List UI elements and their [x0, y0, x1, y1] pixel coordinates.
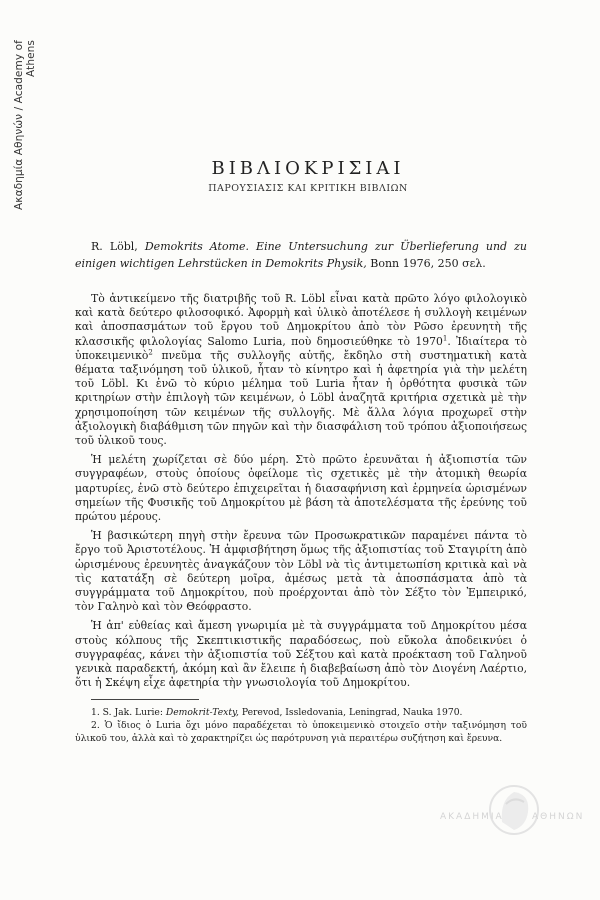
book-publication: Bonn 1976, 250 σελ. — [370, 257, 486, 270]
footnote-marker-2: 2 — [148, 348, 153, 357]
paragraph-1-part-a: Τὸ ἀντικείμενο τῆς διατριβῆς τοῦ R. Löbl εἶναι κατὰ πρῶτο λόγο φιλολογικὸ καὶ κατὰ δεύτερο φιλοσοφικό. Ἀφορμὴ καὶ ὑλικὸ ἀποτέλεσε ἡ συλλογὴ κειμένων καὶ ἀποσπασμάτων τοῦ ἔργου τοῦ Δημοκρίτου ἀπὸ τὸν Ρῶσο ἐρευνητὴ τῆς κλασσικῆς φιλολογίας Salomo Luria, ποὺ δημοσιεύθηκε τὸ 1970 — [75, 292, 527, 348]
review-content — [75, 158, 527, 745]
paragraph-4: Ἡ ἀπ' εὐθείας καὶ ἄμεση γνωριμία μὲ τὰ συγγράμματα τοῦ Δημοκρίτου μέσα στοὺς κόλπους τῆς Σκεπτικιστικῆς παραδόσεως, ποὺ εὔκολα ἀποδεικνύει ὁ συγγραφέας, κάνει τὴν ἀξιοπιστία τοῦ Σέξτου καὶ κατὰ προέκταση τοῦ Γαληνοῦ γενικὰ παραδεκτή, ἀκόμη καὶ ἂν ἔλειπε ἡ διαβεβαίωση ἀπὸ τὸν Διογένη Λαέρτιο, ὅτι ἡ Σκέψη εἶχε ἀφετηρία τὴν γνωσιολογία τοῦ Δημοκρίτου. — [75, 619, 527, 690]
footnote-1 — [75, 706, 527, 719]
section-title: ΒΙΒΛΙΟΚΡΙΣΙΑΙ — [211, 158, 405, 179]
paragraph-1-part-c: πνεῦμα τῆς συλλογῆς αὐτῆς, ἔκδηλο στὴ συστηματικὴ κατὰ θέματα ταξινόμηση τοῦ ὑλικοῦ, ἦταν τὸ κίνητρο καὶ ἡ ἀφετηρία γιὰ τὴν μελέτη τοῦ Löbl. Κι ἐνῶ τὸ κύριο μέλημα τοῦ Luria ἦταν ἡ ὀρθότητα φυσικὰ τῶν κριτηρίων στὴν ἐπιλογὴ τῶν κειμένων, ὁ Löbl ἀναζητᾶ κριτήρια σχετικὰ μὲ τὴν χρησιμοποίηση τῶν κειμένων τῆς συλλογῆς. Μὲ ἄλλα λόγια προχωρεῖ στὴν ἀξιολογικὴ διαβάθμιση τῶν πηγῶν καὶ τὴν διασφάλιση τοῦ τρόπου ἀξιοποιήσεως τοῦ ὑλικοῦ τους. — [75, 348, 527, 448]
book-author: R. Löbl, — [91, 240, 138, 253]
review-body — [75, 292, 527, 690]
footnote-1-rest: Perevod, Issledovania, Leningrad, Nauka 1970. — [241, 707, 463, 719]
paragraph-1 — [75, 292, 527, 448]
footnotes — [75, 706, 527, 745]
section-subtitle: ΠΑΡΟΥΣΙΑΣΙΣ ΚΑΙ ΚΡΙΤΙΚΗ ΒΙΒΛΙΩΝ — [208, 183, 408, 194]
book-reference — [75, 238, 527, 272]
footnote-2: 2. Ὁ ἴδιος ὁ Luria ὄχι μόνο παραδέχεται τὸ ὑποκειμενικὸ στοιχεῖο στὴν ταξινόμηση τοῦ ὑλικοῦ του, ἀλλὰ καὶ τὸ χαρακτηρίζει ὡς παρότρυνση γιὰ περαιτέρω συζήτηση καὶ ἔρευνα. — [75, 720, 527, 745]
academy-watermark-icon — [440, 782, 590, 862]
footnote-divider — [91, 699, 199, 700]
book-title: Demokrits Atome. Eine Untersuchung zur Überlieferung und zu einigen wichtigen Lehrstücken in Demokrits Physik, — [75, 240, 528, 270]
watermark-left-word: ΑΚΑΔΗΜΙΑ — [440, 812, 504, 822]
paragraph-2: Ἡ μελέτη χωρίζεται σὲ δύο μέρη. Στὸ πρῶτο ἐρευνᾶται ἡ ἀξιοπιστία τῶν συγγραφέων, στοὺς ὁποίους ὀφείλομε τὶς σχετικὲς μὲ τὴν ἀτομικὴ θεωρία μαρτυρίες, ἐνῶ στὸ δεύτερο ἐπιχειρεῖται ἡ διασαφήνιση καὶ ἑρμηνεία ὡρισμένων σημείων τῆς Φυσικῆς τοῦ Δημοκρίτου μὲ βάση τὰ ἀποτελέσματα τῆς ἐρεύνης τοῦ πρώτου μέρους. — [75, 453, 527, 524]
footnote-1-num: 1. S. Jak. Lurie: — [91, 707, 163, 719]
paragraph-3: Ἡ βασικώτερη πηγὴ στὴν ἔρευνα τῶν Προσωκρατικῶν παραμένει πάντα τὸ ἔργο τοῦ Ἀριστοτέλους. Ἡ ἀμφισβήτηση ὅμως τῆς ἀξιοπιστίας τοῦ Σταγιρίτη ἀπὸ ὡρισμένους ἐρευνητὲς ἀναγκάζουν τὸν Löbl νὰ τὶς ἀντιμετωπίση κριτικὰ καὶ νὰ τὶς κατατάξη σὲ δεύτερη μοῖρα, ἀμέσως μετὰ τὰ ἀποσπάσματα ἀπὸ τὰ συγγράμματα τοῦ Δημοκρίτου, ποὺ προέρχονται ἀπὸ τὸν Σέξτο τὸν Ἐμπειρικό, τὸν Γαληνὸ καὶ τὸν Θεόφραστο. — [75, 529, 527, 614]
archive-side-label: Ακαδημία Αθηνών / Academy of Athens — [13, 40, 37, 210]
footnote-1-title: Demokrit-Texty, — [165, 707, 239, 719]
watermark-right-word: ΑΘΗΝΩΝ — [532, 812, 585, 822]
footnote-marker-1: 1 — [442, 334, 448, 343]
paragraph-1-part-b: . Ἰδιαίτερα τὸ ὑποκειμενικὸ — [75, 334, 527, 362]
